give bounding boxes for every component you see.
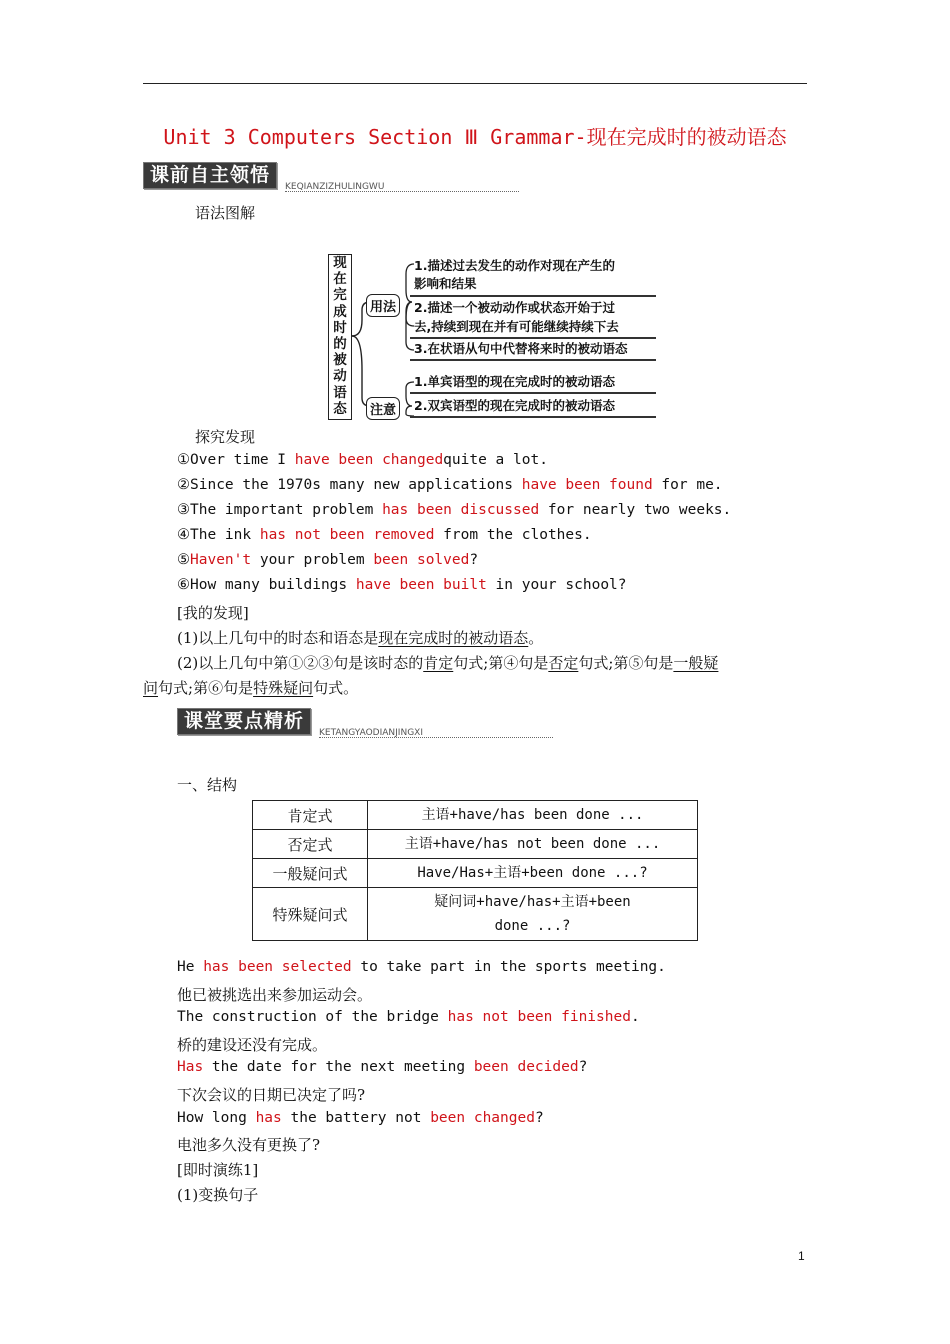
finding-text: 句式;第④句是	[453, 654, 549, 672]
diagram-divider	[410, 295, 656, 297]
example-4	[177, 527, 592, 543]
example-text: for nearly two weeks.	[539, 502, 732, 518]
structure-line: done ...?	[494, 918, 571, 934]
diagram-use-item: 去,持续到现在并有可能继续持续下去	[414, 319, 619, 334]
example-text: for me.	[652, 477, 723, 493]
table-row	[253, 859, 698, 888]
example-number: ①	[177, 452, 190, 468]
example-number: ②	[177, 477, 190, 493]
diagram-divider	[410, 359, 656, 361]
section-heading-structure: 一、结构	[177, 776, 238, 794]
example-number: ③	[177, 502, 190, 518]
finding-answer: 肯定	[423, 654, 454, 672]
example-text: The important problem	[190, 502, 383, 518]
sentence-verb: Has	[177, 1059, 204, 1075]
example-5	[177, 552, 478, 568]
banner-dotted-line	[319, 737, 553, 738]
practice-label: [即时演练1]	[177, 1161, 259, 1179]
finding-text: (1)以上几句中的时态和语态是	[177, 629, 379, 647]
table-cell-form: 一般疑问式	[253, 859, 368, 888]
finding-2-line2	[143, 677, 358, 698]
section-banner-preview	[143, 162, 523, 192]
finding-answer: 一般疑	[673, 654, 719, 672]
finding-answer: 特殊疑问	[253, 679, 314, 697]
sentence-2-translation: 桥的建设还没有完成。	[177, 1036, 328, 1054]
banner-label: 课堂要点精析	[177, 708, 311, 735]
sentence-verb: been decided	[473, 1059, 579, 1075]
example-verb: has not been removed	[259, 527, 435, 543]
example-verb: Haven't	[190, 552, 252, 568]
table-cell-structure: 主语+have/has not been done ...	[368, 830, 698, 859]
banner-pinyin: KEQIANZIZHULINGWU	[285, 182, 385, 192]
sentence-verb: has been selected	[203, 959, 352, 975]
finding-text: 。	[528, 629, 544, 647]
finding-text: 句式。	[313, 679, 359, 697]
finding-text: (2)以上几句中第①②③句是该时态的	[177, 654, 424, 672]
banner-dotted-line	[285, 191, 519, 192]
example-1	[177, 452, 548, 468]
diagram-usage-tag: 用法	[366, 294, 400, 317]
finding-answer: 问	[143, 679, 159, 697]
example-text: quite a lot.	[443, 452, 548, 468]
sentence-text: The construction of the bridge	[177, 1009, 448, 1025]
finding-text: 句式;第⑥句是	[158, 679, 254, 697]
example-number: ⑥	[177, 577, 190, 593]
diagram-note-item: 2.双宾语型的现在完成时的被动语态	[414, 398, 615, 413]
sentence-text: the battery not	[281, 1110, 431, 1126]
diagram-divider	[410, 392, 656, 394]
page-number: 1	[798, 1249, 805, 1263]
sentence-verb: has not been finished	[447, 1009, 631, 1025]
example-verb: has been discussed	[382, 502, 540, 518]
example-3	[177, 502, 731, 518]
example-text: The ink	[190, 527, 260, 543]
example-text: Over time I	[190, 452, 295, 468]
sentence-text: to take part in the sports meeting.	[351, 959, 666, 975]
grammar-diagram-label: 语法图解	[195, 204, 256, 222]
example-verb: been solved	[373, 552, 470, 568]
example-text: from the clothes.	[434, 527, 592, 543]
diagram-note-item: 1.单宾语型的现在完成时的被动语态	[414, 374, 615, 389]
structure-table	[252, 800, 698, 941]
example-verb: have been built	[355, 577, 487, 593]
sentence-text: .	[630, 1009, 640, 1025]
table-cell-structure	[368, 888, 698, 941]
sentence-text: ?	[578, 1059, 588, 1075]
table-cell-form: 特殊疑问式	[253, 888, 368, 941]
diagram-use-item: 1.描述过去发生的动作对现在产生的	[414, 258, 615, 273]
diagram-use-item: 影响和结果	[414, 276, 477, 291]
my-findings-label: [我的发现]	[177, 604, 249, 622]
sentence-text: He	[177, 959, 204, 975]
banner-label: 课前自主领悟	[143, 162, 277, 189]
grammar-diagram	[326, 250, 666, 422]
example-number: ⑤	[177, 552, 190, 568]
sentence-4-translation: 电池多久没有更换了?	[177, 1136, 321, 1154]
header-rule	[143, 83, 807, 84]
sentence-text: ?	[534, 1110, 544, 1126]
sentence-text: the date for the next meeting	[203, 1059, 474, 1075]
structure-line: 疑问词+have/has+主语+been	[434, 894, 631, 910]
example-verb: have been found	[521, 477, 653, 493]
explore-label: 探究发现	[195, 428, 256, 446]
practice-item: (1)变换句子	[177, 1186, 259, 1204]
example-text: Since the 1970s many new applications	[190, 477, 522, 493]
table-cell-form: 肯定式	[253, 801, 368, 830]
sentence-3	[177, 1059, 587, 1075]
finding-answer: 现在完成时的被动语态	[378, 629, 529, 647]
example-verb: have been changed	[294, 452, 444, 468]
diagram-use-item: 3.在状语从句中代替将来时的被动语态	[414, 341, 628, 356]
table-row	[253, 801, 698, 830]
sentence-verb: been changed	[430, 1110, 535, 1126]
finding-text: 句式;第⑤句是	[578, 654, 674, 672]
table-cell-form: 否定式	[253, 830, 368, 859]
diagram-divider	[410, 416, 656, 418]
section-banner-class	[177, 708, 557, 738]
finding-1	[177, 627, 543, 648]
example-2	[177, 477, 723, 493]
example-text: your problem	[251, 552, 374, 568]
table-row	[253, 830, 698, 859]
finding-answer: 否定	[548, 654, 579, 672]
sentence-1	[177, 959, 666, 975]
diagram-center-text: 现在完成时的被动语态	[333, 255, 347, 417]
sentence-4	[177, 1110, 544, 1126]
example-text: in your school?	[486, 577, 627, 593]
table-cell-structure: Have/Has+主语+been done ...?	[368, 859, 698, 888]
sentence-3-translation: 下次会议的日期已决定了吗?	[177, 1086, 366, 1104]
banner-pinyin: KETANGYAODIANJINGXI	[319, 728, 423, 738]
example-text: How many buildings	[190, 577, 356, 593]
example-number: ④	[177, 527, 190, 543]
example-text: ?	[469, 552, 479, 568]
sentence-text: How long	[177, 1110, 256, 1126]
diagram-use-item: 2.描述一个被动动作或状态开始于过	[414, 300, 615, 315]
sentence-verb: has	[255, 1110, 282, 1126]
sentence-1-translation: 他已被挑选出来参加运动会。	[177, 986, 373, 1004]
finding-2-line1	[177, 652, 718, 673]
diagram-note-tag: 注意	[366, 397, 400, 420]
table-cell-structure: 主语+have/has been done ...	[368, 801, 698, 830]
table-row	[253, 888, 698, 941]
sentence-2	[177, 1009, 640, 1025]
page-title: Unit 3 Computers Section Ⅲ Grammar-现在完成时的被动语态	[163, 125, 787, 149]
example-6	[177, 577, 627, 593]
